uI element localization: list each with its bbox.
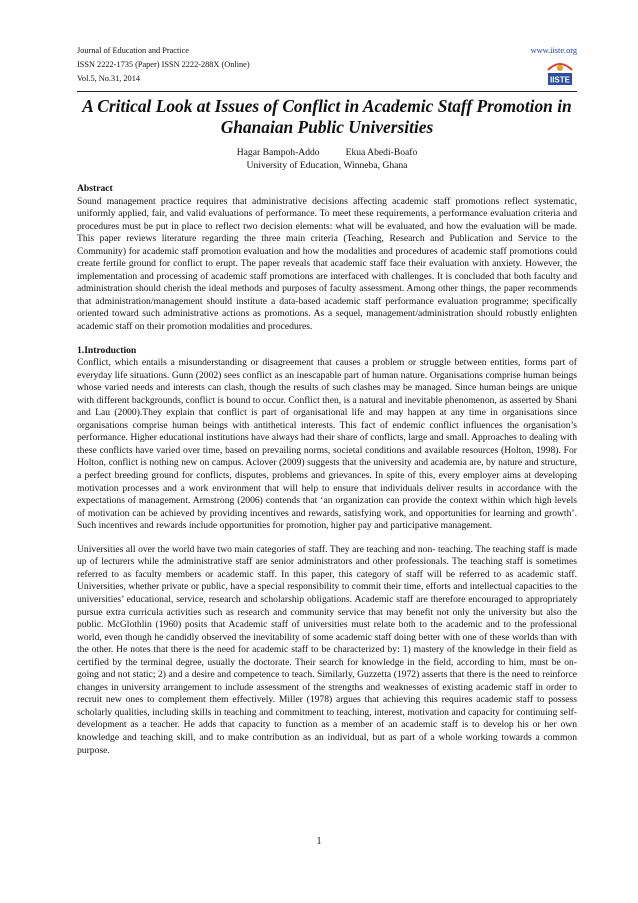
intro-paragraph-2: Universities all over the world have two main categories of staff. They are teaching and non- teaching. The teaching staff is made up of lecturers while the administrative staff are senior administrators and other professionals. The teaching staff is sometimes referred to as faculty members or academic staff. In this paper, this category of staff will be referred to as academic staff. Universities, whether private or public, have a special responsibility to commit their time, efforts and intellectual capacities to the universities’ educational, service, research and scholarship obligations. Academic staff are therefore encouraged to appropriately pursue extra curricula activities such as research and community service that may benefit not only the university but also the public. McGlothlin (1960) posits that Academic staff of universities must relate both to the academic and to the professional world, even though he candidly observed the inevitability of some academic staff doing better with one of these worlds than with the other. He notes that there is the need for academic staff to be characterized by: 1) mastery of the knowledge in their field as certified by the terminal degree, usually the doctorate. Their search for knowledge in the field, according to him, must be on-going and not static; 2) and a desire and competence to teach. Similarly, Guzzetta (1972) asserts that there is the need to reinforce changes in university arrangement to include assessment of the strengths and weaknesses of existing academic staff in order to recruit new ones to complement them effectively. Miller (1978) argues that achieving this requires academic staff to possess scholarly qualities, including skills in teaching and commitment to teaching, interest, motivation and capacity for continuing self-development as a teacher. He adds that capacity to function as a member of an academic staff is to develop his or her own knowledge and teaching skill, and to make contribution as an individual, but as part of a whole working towards a common purpose. [77,543,577,756]
logo-text: IISTE [549,75,571,85]
paper-body [77,183,577,757]
author-names [77,146,577,159]
volume-line: Vol.5, No.31, 2014 [77,74,140,83]
page-number: 1 [316,836,322,847]
header-rule [77,91,577,92]
issn-line: ISSN 2222-1735 (Paper) ISSN 2222-288X (Online) [77,60,250,69]
journal-url-link[interactable]: www.iiste.org [530,46,577,55]
author-block [77,146,577,172]
paper-title: A Critical Look at Issues of Conflict in Academic Staff Promotion in Ghanaian Public Universities [82,96,572,137]
abstract-text: Sound management practice requires that administrative decisions affecting academic staff promotions reflect systematic, uniformly applied, fair, and valid evaluations of performance. To meet these requirements, a performance evaluation criteria and procedures must be put in place to reflect two decision elements: what will be evaluated, and how the evaluation will be made. This paper reviews literature regarding the three main criteria (Teaching, Research and Publication and Service to the Community) for academic staff promotion evaluation and how the modalities and procedures of academic staff promotions could create fertile ground for conflict to erupt. The paper reveals that academic staff face their evaluation with anxiety. However, the implementation and processing of academic staff promotions are interfaced with challenges. It is concluded that both faculty and administration should cherish the ideal methods and purposes of faculty assessment. Among other things, the paper recommends that administration/management should institute a data-based academic staff performance evaluation programme; specifically oriented toward such administrative actions as promotions. As a sequel, management/administration should robustly enlighten academic staff on their promotion modalities and procedures. [77,195,577,333]
affiliation: University of Education, Winneba, Ghana [246,160,408,171]
author-1: Hagar Bampoh-Addo [236,147,320,158]
journal-header [77,44,577,86]
journal-name: Journal of Education and Practice [77,46,189,55]
abstract-heading: Abstract [77,183,113,194]
introduction-heading: 1.Introduction [77,344,137,356]
intro-paragraph-1: Conflict, which entails a misunderstanding or disagreement that causes a problem or struggle between entities, forms part of everyday life situations. Gunn (2002) sees conflict as an inescapable part of human nature. Organisations comprise human beings whose varied needs and interests can clash, though the results of such clashes may be managed. Since human beings are unique with different backgrounds, conflict is bound to occur. Conflict then, is a natural and inevitable phenomenon, as asserted by Shani and Lau (2000).They explain that conflict is part of organisational life and may happen at any time in organisations since organisations comprise human beings with antithetical interests. This fact of endemic conflict influences the organisation’s performance. Higher educational institutions have always had their share of conflicts, large and small. Approaches to dealing with these conflicts have varied over time, based on prevailing norms, societal conditions and available resources (Holton, 1998). For Holton, conflict is nothing new on campus. Aclover (2009) suggests that the university and academia are, by nature and structure, a perfect breeding ground for conflicts, disputes, problems and grievances. In spite of this, every employer aims at developing motivation processes and a work environment that will help to ensure that individuals deliver results in accordance with the expectations of management. Armstrong (2006) contends that ‘an organization can provide the context within which high levels of motivation can be achieved by providing incentives and rewards, satisfying work, and opportunities for learning and growth’. Such incentives and rewards include opportunities for promotion, higher pay and participative management. [77,357,577,532]
author-2: Ekua Abedi-Boafo [345,147,418,158]
iiste-logo-icon [545,60,575,87]
